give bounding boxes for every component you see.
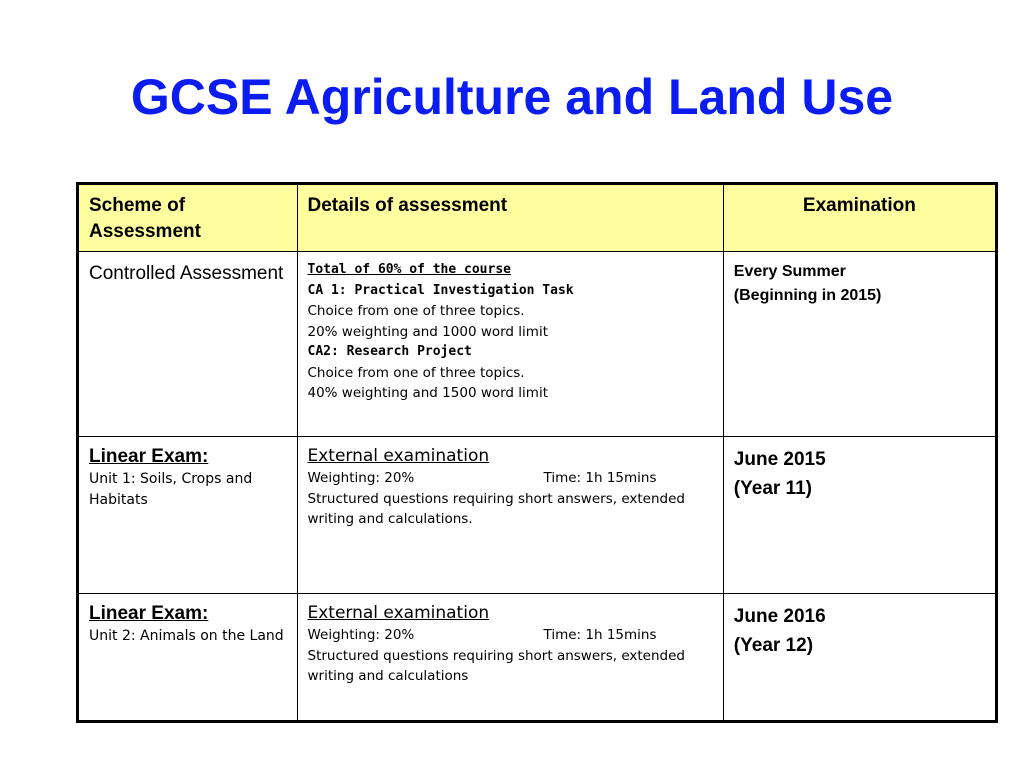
time-text: Time: 1h 15mins [543, 627, 657, 643]
detail-line: 20% weighting and 1000 word limit [307, 323, 548, 340]
exam-cell [723, 252, 996, 437]
table-row [78, 437, 997, 594]
weighting-row [308, 625, 713, 646]
detail-line: 40% weighting and 1500 word limit [307, 385, 548, 401]
linear-exam-heading: Linear Exam: [89, 603, 209, 624]
external-exam-heading: External examination [307, 446, 490, 466]
exam-cell [723, 437, 996, 594]
exam-line: June 2016 [733, 606, 826, 627]
scheme-cell: Controlled Assessment [78, 252, 298, 437]
assessment-table [76, 182, 998, 723]
weighting-text: Weighting: 20% [307, 470, 415, 486]
exam-description: Structured questions requiring short answers, extended writing and calculations [307, 647, 685, 684]
detail-line: CA2: Research Project [307, 344, 472, 359]
table-row [78, 594, 997, 722]
linear-exam-heading: Linear Exam: [89, 446, 209, 467]
exam-cell [723, 594, 996, 722]
exam-line: Every Summer [733, 263, 846, 280]
exam-line: (Year 12) [733, 635, 814, 656]
scheme-cell [78, 594, 298, 722]
header-details: Details of assessment [297, 184, 723, 252]
detail-line: CA 1: Practical Investigation Task [307, 282, 574, 298]
page-title: GCSE Agriculture and Land Use [130, 69, 894, 125]
table-header-row [78, 184, 997, 252]
details-cell [297, 252, 723, 437]
detail-line: Choice from one of three topics. [307, 364, 525, 381]
header-examination: Examination [723, 184, 996, 252]
exam-line: (Year 11) [733, 478, 812, 499]
scheme-cell [78, 437, 298, 594]
exam-line: June 2015 [733, 449, 826, 470]
time-text: Time: 1h 15mins [543, 470, 657, 486]
details-cell [297, 594, 723, 722]
unit-label: Unit 1: Soils, Crops and Habitats [89, 471, 253, 508]
header-scheme: Scheme of Assessment [78, 184, 298, 252]
details-cell [297, 437, 723, 594]
detail-line: Choice from one of three topics. [307, 303, 525, 319]
exam-line: (Beginning in 2015) [733, 287, 882, 304]
detail-line: Total of 60% of the course [307, 262, 511, 277]
weighting-text: Weighting: 20% [307, 627, 415, 643]
unit-label: Unit 2: Animals on the Land [89, 628, 284, 644]
external-exam-heading: External examination [307, 603, 490, 623]
table-row [78, 252, 997, 437]
exam-description: Structured questions requiring short answers, extended writing and calculations. [307, 490, 685, 527]
weighting-row [308, 468, 713, 489]
